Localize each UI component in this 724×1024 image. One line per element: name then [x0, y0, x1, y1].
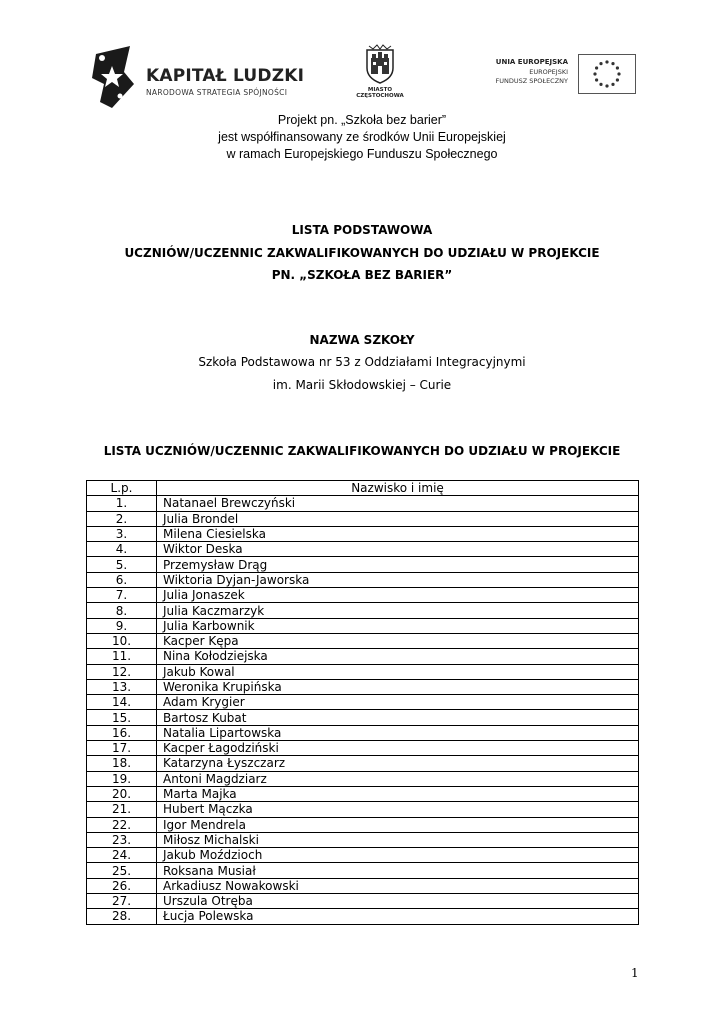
row-number: 28. [87, 909, 157, 924]
table-row [87, 542, 639, 557]
school-label: NAZWA SZKOŁY [309, 333, 415, 347]
table-row [87, 618, 639, 633]
row-number: 26. [87, 878, 157, 893]
student-name: Wiktor Deska [157, 542, 639, 557]
logo-header [0, 40, 724, 110]
student-name: Julia Jonaszek [157, 588, 639, 603]
header-lp: L.p. [87, 481, 157, 496]
row-number: 1. [87, 496, 157, 511]
student-name: Weronika Krupińska [157, 679, 639, 694]
kapital-ludzki-subtitle: NARODOWA STRATEGIA SPÓJNOŚCI [146, 88, 288, 97]
table-row [87, 756, 639, 771]
row-number: 7. [87, 588, 157, 603]
row-number: 6. [87, 572, 157, 587]
eu-logo-line2: EUROPEJSKI [529, 68, 568, 76]
student-name: Łucja Polewska [157, 909, 639, 924]
student-name: Przemysław Drąg [157, 557, 639, 572]
row-number: 15. [87, 710, 157, 725]
student-name: Julia Kaczmarzyk [157, 603, 639, 618]
table-body [87, 496, 639, 924]
table-row [87, 633, 639, 648]
row-number: 21. [87, 802, 157, 817]
eu-logo [488, 54, 636, 100]
table-row [87, 771, 639, 786]
row-number: 8. [87, 603, 157, 618]
student-name: Adam Krygier [157, 695, 639, 710]
student-name: Urszula Otręba [157, 894, 639, 909]
row-number: 5. [87, 557, 157, 572]
row-number: 20. [87, 786, 157, 801]
row-number: 19. [87, 771, 157, 786]
school-name-line2: im. Marii Skłodowskiej – Curie [272, 378, 452, 392]
student-name: Natanael Brewczyński [157, 496, 639, 511]
students-table [86, 480, 639, 925]
student-name: Julia Karbownik [157, 618, 639, 633]
row-number: 16. [87, 725, 157, 740]
row-number: 24. [87, 848, 157, 863]
table-row [87, 496, 639, 511]
table-row [87, 786, 639, 801]
list-title: LISTA UCZNIÓW/UCZENNIC ZAKWALIFIKOWANYCH DO UDZIAŁU W PROJEKCIE [103, 444, 621, 458]
row-number: 18. [87, 756, 157, 771]
student-name: Hubert Mączka [157, 802, 639, 817]
eu-logo-line1: UNIA EUROPEJSKA [495, 58, 568, 66]
eu-logo-line3: FUNDUSZ SPOŁECZNY [495, 77, 568, 85]
heading-line1: LISTA PODSTAWOWA [291, 223, 433, 237]
student-name: Milena Ciesielska [157, 526, 639, 541]
table-row [87, 603, 639, 618]
row-number: 23. [87, 832, 157, 847]
student-name: Nina Kołodziejska [157, 649, 639, 664]
project-info [0, 112, 724, 163]
city-logo [355, 44, 405, 112]
table-row [87, 526, 639, 541]
table-row [87, 817, 639, 832]
student-name: Igor Mendrela [157, 817, 639, 832]
row-number: 25. [87, 863, 157, 878]
row-number: 2. [87, 511, 157, 526]
table-row [87, 909, 639, 924]
table-row [87, 878, 639, 893]
table-row [87, 894, 639, 909]
heading-line2: UCZNIÓW/UCZENNIC ZAKWALIFIKOWANYCH DO UDZIAŁU W PROJEKCIE [124, 246, 600, 260]
student-name: Natalia Lipartowska [157, 725, 639, 740]
school-name-line1: Szkoła Podstawowa nr 53 z Oddziałami Integracyjnymi [198, 355, 526, 369]
student-name: Katarzyna Łyszczarz [157, 756, 639, 771]
table-row [87, 725, 639, 740]
city-logo-line1: MIASTO [367, 87, 393, 93]
table-row [87, 649, 639, 664]
page-number: 1 [631, 966, 639, 980]
table-row [87, 557, 639, 572]
table-row [87, 710, 639, 725]
project-line3: w ramach Europejskiego Funduszu Społecznego [226, 147, 498, 161]
eu-flag-icon [578, 54, 636, 94]
project-line2: jest współfinansowany ze środków Unii Europejskiej [218, 130, 506, 144]
row-number: 3. [87, 526, 157, 541]
row-number: 9. [87, 618, 157, 633]
row-number: 12. [87, 664, 157, 679]
student-name: Julia Brondel [157, 511, 639, 526]
student-name: Arkadiusz Nowakowski [157, 878, 639, 893]
student-name: Marta Majka [157, 786, 639, 801]
student-name: Wiktoria Dyjan-Jaworska [157, 572, 639, 587]
header-name: Nazwisko i imię [157, 481, 639, 496]
heading-line3: PN. „SZKOŁA BEZ BARIER” [271, 268, 453, 282]
row-number: 14. [87, 695, 157, 710]
kapital-ludzki-star-icon [90, 44, 138, 110]
table-row [87, 741, 639, 756]
city-crest-icon [365, 44, 395, 84]
table-row [87, 664, 639, 679]
student-name: Roksana Musiał [157, 863, 639, 878]
student-name: Kacper Kępa [157, 633, 639, 648]
row-number: 13. [87, 679, 157, 694]
row-number: 17. [87, 741, 157, 756]
row-number: 22. [87, 817, 157, 832]
kapital-ludzki-logo [90, 44, 305, 110]
table-row [87, 863, 639, 878]
row-number: 4. [87, 542, 157, 557]
kapital-ludzki-title: KAPITAŁ LUDZKI [146, 66, 305, 86]
student-name: Jakub Moździoch [157, 848, 639, 863]
student-name: Kacper Łagodziński [157, 741, 639, 756]
table-row [87, 588, 639, 603]
table-row [87, 679, 639, 694]
table-row [87, 848, 639, 863]
project-line1: Projekt pn. „Szkoła bez barier” [277, 113, 447, 127]
row-number: 11. [87, 649, 157, 664]
table-row [87, 511, 639, 526]
table-row [87, 572, 639, 587]
student-name: Miłosz Michalski [157, 832, 639, 847]
table-header-row [87, 481, 639, 496]
table-row [87, 802, 639, 817]
table-row [87, 695, 639, 710]
student-name: Bartosz Kubat [157, 710, 639, 725]
row-number: 27. [87, 894, 157, 909]
row-number: 10. [87, 633, 157, 648]
student-name: Antoni Magdziarz [157, 771, 639, 786]
city-logo-line2: CZĘSTOCHOWA [356, 93, 404, 99]
table-row [87, 832, 639, 847]
student-name: Jakub Kowal [157, 664, 639, 679]
